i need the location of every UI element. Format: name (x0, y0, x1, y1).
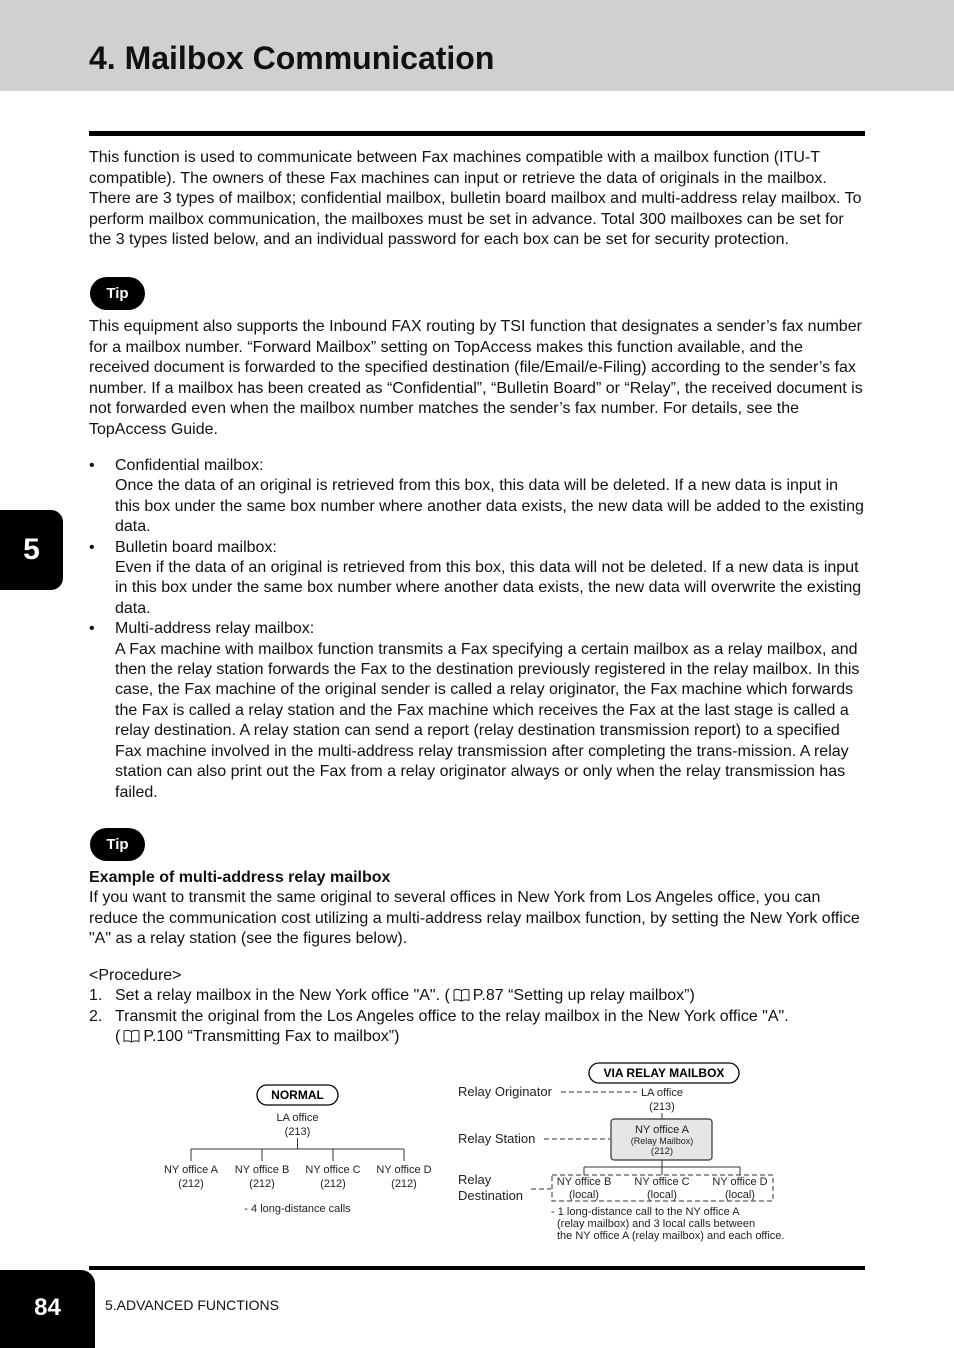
step-number: 2. (89, 1007, 103, 1025)
list-item (89, 619, 865, 803)
relay-station-code: (212) (650, 1146, 674, 1157)
list-item (89, 1007, 865, 1048)
page-number: 84 (0, 1270, 95, 1348)
step-ref-prefix: ( (115, 1028, 121, 1045)
step-reference-link[interactable]: P.87 “Setting up relay mailbox”) (472, 987, 695, 1004)
normal-office-d-name: NY office D (376, 1164, 432, 1176)
relay-dest-b-code: (local) (569, 1189, 599, 1201)
list-item (89, 986, 865, 1007)
relay-dest-c-code: (local) (647, 1189, 677, 1201)
normal-office-a-code: (212) (178, 1178, 204, 1190)
book-icon (453, 988, 470, 1002)
example-heading: Example of multi-address relay mailbox (89, 869, 391, 886)
normal-office-c-name: NY office C (305, 1164, 361, 1176)
relay-station-name: NY office A (634, 1124, 690, 1136)
step-reference-link[interactable]: P.100 “Transmitting Fax to mailbox”) (143, 1028, 400, 1045)
footer-section-label: 5.ADVANCED FUNCTIONS (105, 1297, 279, 1313)
normal-origin-code: (213) (284, 1126, 311, 1138)
bullet-marker: • (89, 538, 95, 556)
list-item (89, 538, 865, 620)
normal-note: - 4 long-distance calls (244, 1203, 351, 1215)
book-icon (123, 1029, 140, 1043)
tip-paragraph: This equipment also supports the Inbound FAX routing by TSI function that designates a sender’s fax number for a mailbox number. “Forward Mailbox” setting on TopAccess makes this function available, and the received document is forwarded to the specified destination (file/Email/e-Filing) according to the sender’s fax number. If a mailbox has been created as “Confidential”, “Bulletin Board” or “Relay”, the received document is not forwarded even when the mailbox number matches the sender’s fax number. For details, see the TopAccess Guide. (89, 318, 863, 438)
mailbox-type-list (89, 456, 865, 803)
tip-badge: Tip (90, 277, 145, 310)
relay-tree-lines (584, 1160, 740, 1175)
normal-office-c-code: (212) (320, 1178, 346, 1190)
chapter-tab: 5 (0, 510, 63, 590)
procedure-steps (89, 986, 865, 1048)
intro-paragraph: This function is used to communicate between Fax machines compatible with a mailbox function (ITU-T compatible). The owners of these Fax machines can input or retrieve the data of originals in the mailbox. There are 3 types of mailbox; confidential mailbox, bulletin board mailbox and multi-address relay mailbox. To perform mailbox communication, the mailboxes must be set in advance. Total 300 mailboxes can be set for the 3 types listed below, and an individual password for each box can be set for security protection. (89, 149, 862, 248)
step-text: Set a relay mailbox in the New York office "A". ( (115, 987, 450, 1004)
normal-office-d-code: (212) (391, 1178, 417, 1190)
bottom-rule (89, 1266, 865, 1270)
bullet-text: Once the data of an original is retrieved from this box, this data will be deleted. If a new data is input in this box under the same box number where another data exists, the new data will be added to the existing data. (115, 477, 864, 536)
relay-dest-b-name: NY office B (556, 1176, 612, 1188)
example-paragraph: If you want to transmit the same original to several offices in New York from Los Angeles office, you can reduce the communication cost utilizing a multi-address relay mailbox function, by setting the New York office "A" as a relay station (see the figures below). (89, 889, 860, 947)
normal-office-b-name: NY office B (234, 1164, 290, 1176)
relay-dest-c-name: NY office C (634, 1176, 690, 1188)
bullet-marker: • (89, 620, 95, 638)
relay-origin-name: LA office (641, 1087, 683, 1099)
relay-diagram (150, 1058, 810, 1248)
bullet-text: Even if the data of an original is retrieved from this box, this data will not be deleted. If a new data is input in this box under the same box number where another data exists, the new data will overwrite the existing data. (115, 559, 862, 617)
bullet-title: Confidential mailbox: (115, 457, 264, 474)
bullet-marker: • (89, 457, 95, 474)
step-number: 1. (89, 987, 103, 1004)
normal-label: NORMAL (271, 1088, 324, 1102)
page-title: 4. Mailbox Communication (89, 40, 495, 76)
normal-office-a-name: NY office A (163, 1164, 219, 1176)
relay-dest-d-name: NY office D (712, 1176, 768, 1188)
relay-destination-label-1: Relay (458, 1172, 492, 1187)
bullet-text: A Fax machine with mailbox function transmits a Fax specifying a certain mailbox as a relay mailbox, and then the relay station forwards the Fax to the destination previously registered in the relay mailbox. In this case, the Fax machine of the original sender is called a relay originator, the Fax machine which forwards the Fax is called a relay station and the Fax machine which receives the Fax at the last stage is called a relay destination. A relay station can send a report (relay destination transmission report) to a specified Fax machine involved in the multi-address relay transmission after completing the trans-mission. A relay station can also print out the Fax from a relay originator always or only when the relay transmission has failed. (115, 640, 860, 801)
relay-dest-d-code: (local) (725, 1189, 755, 1201)
normal-office-b-code: (212) (249, 1178, 275, 1190)
relay-destination-label-2: Destination (458, 1188, 524, 1203)
relay-station-mailbox: (Relay Mailbox) (630, 1136, 694, 1146)
relay-label: VIA RELAY MAILBOX (603, 1066, 725, 1080)
relay-note-line-2: (relay mailbox) and 3 local calls between (557, 1218, 756, 1230)
tip-badge: Tip (90, 828, 145, 861)
normal-origin-name: LA office (276, 1112, 319, 1124)
relay-note-line-1: - 1 long-distance call to the NY office A (551, 1206, 740, 1218)
relay-station-label: Relay Station (458, 1131, 536, 1146)
step-text: Transmit the original from the Los Angeles office to the relay mailbox in the New York office "A". (115, 1007, 789, 1025)
normal-tree-lines (191, 1138, 404, 1161)
procedure-label: <Procedure> (89, 967, 182, 984)
bullet-title: Bulletin board mailbox: (115, 538, 277, 556)
bullet-title: Multi-address relay mailbox: (115, 620, 315, 638)
relay-note-line-3: the NY office A (relay mailbox) and each office. (557, 1230, 785, 1242)
relay-originator-label: Relay Originator (458, 1084, 552, 1099)
relay-origin-code: (213) (649, 1101, 675, 1113)
list-item (89, 456, 865, 538)
top-rule (89, 131, 865, 136)
